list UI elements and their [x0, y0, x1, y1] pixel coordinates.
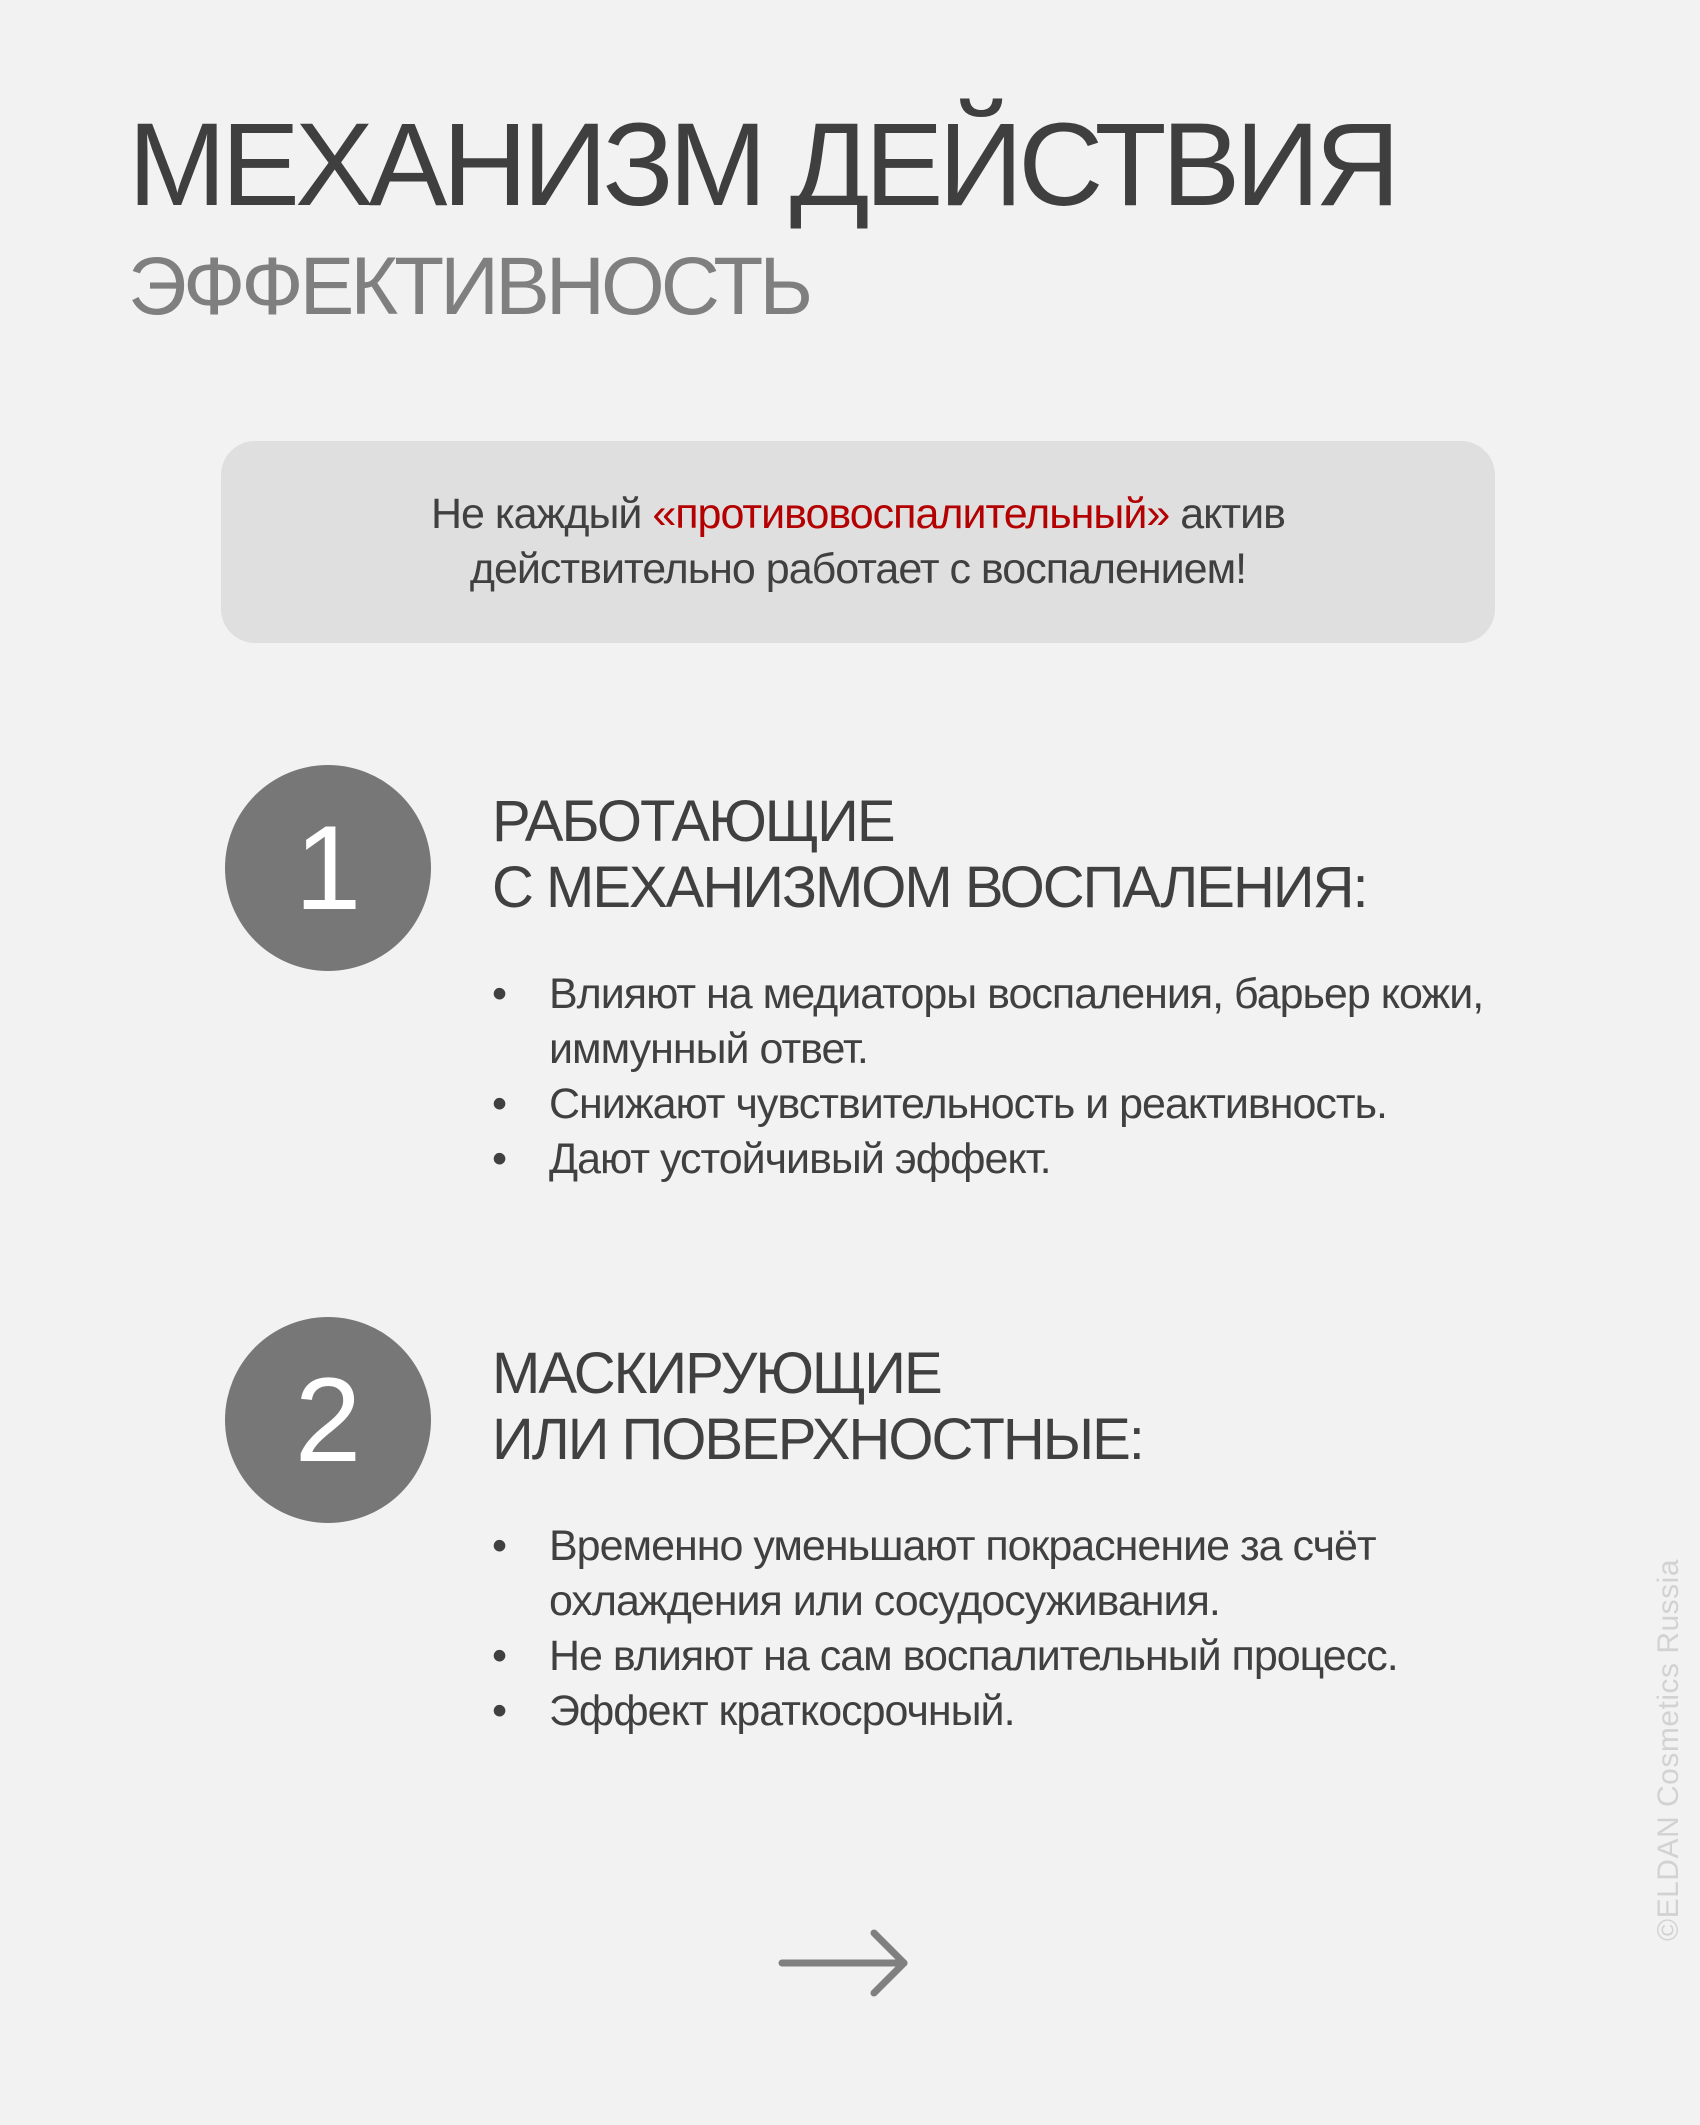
list-item: • Временно уменьшают покраснение за счёт охлаждения или сосудосуживания. — [492, 1519, 1532, 1629]
list-item: • Снижают чувствительность и реактивность. — [492, 1077, 1532, 1132]
bullet-list-2 — [492, 1519, 1532, 1739]
callout-line-2: действительно работает с воспалением! — [469, 545, 1247, 593]
callout-text-before: Не каждый — [431, 490, 653, 538]
callout-text-after: актив — [1169, 490, 1285, 538]
callout-box — [221, 441, 1495, 643]
number-badge-2: 2 — [225, 1317, 431, 1523]
section-heading-2-line-2: ИЛИ ПОВЕРХНОСТНЫЕ: — [492, 1407, 1143, 1472]
section-heading-1 — [492, 789, 1367, 921]
list-item: • Дают устойчивый эффект. — [492, 1132, 1532, 1187]
section-heading-2 — [492, 1341, 1143, 1473]
page-subtitle: ЭФФЕКТИВНОСТЬ — [128, 241, 810, 332]
list-item: • Не влияют на сам воспалительный процесс. — [492, 1629, 1532, 1684]
section-heading-1-line-1: РАБОТАЮЩИЕ — [492, 789, 894, 854]
list-item: • Эффект краткосрочный. — [492, 1684, 1532, 1739]
callout-accent-text: «противовоспалительный» — [652, 490, 1170, 538]
section-heading-2-line-1: МАСКИРУЮЩИЕ — [492, 1341, 941, 1406]
callout-line-1 — [431, 487, 1285, 542]
list-item: • Влияют на медиаторы воспаления, барьер кожи, иммунный ответ. — [492, 967, 1532, 1077]
section-heading-1-line-2: С МЕХАНИЗМОМ ВОСПАЛЕНИЯ: — [492, 855, 1367, 920]
page-title: МЕХАНИЗМ ДЕЙСТВИЯ — [128, 99, 1396, 231]
copyright-watermark: ©ELDAN Cosmetics Russia — [1652, 1558, 1685, 1941]
arrow-right-icon[interactable] — [778, 1925, 912, 2001]
bullet-list-1 — [492, 967, 1532, 1187]
number-badge-1: 1 — [225, 765, 431, 971]
